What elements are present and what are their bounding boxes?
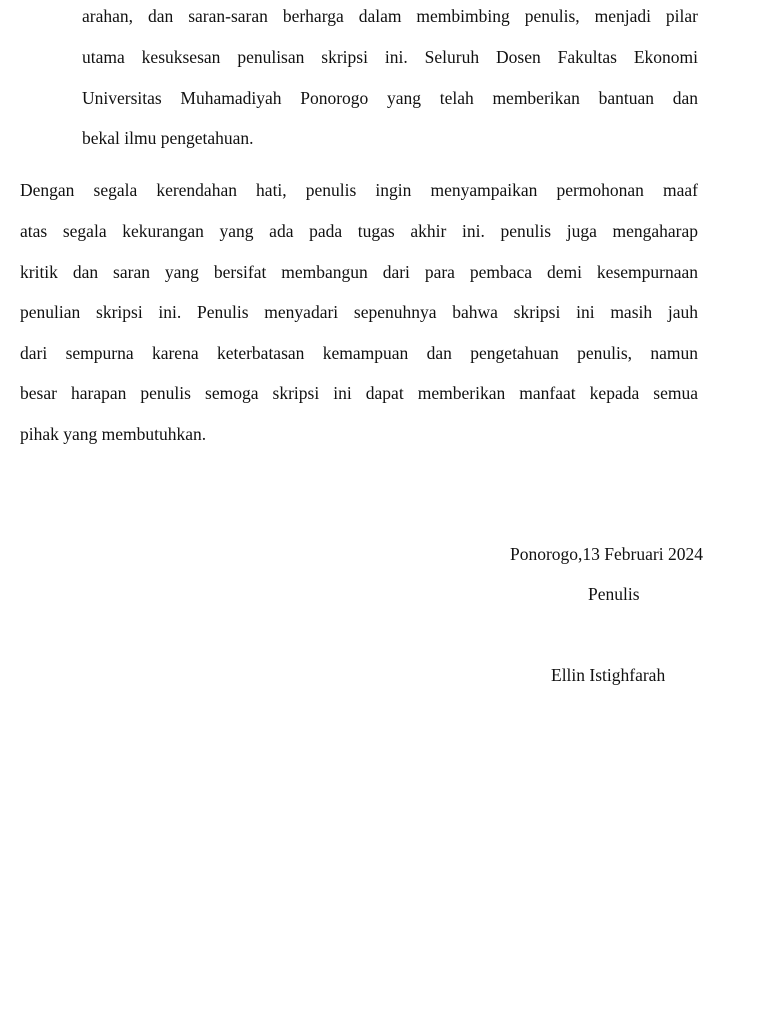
closing-paragraph-line-3: kritik dan saran yang bersifat membangun dari para pembaca demi kesempurnaan xyxy=(20,262,698,282)
signature-role: Penulis xyxy=(588,584,640,604)
closing-paragraph-line-7: pihak yang membutuhkan. xyxy=(20,424,207,444)
indented-paragraph-line-2: utama kesuksesan penulisan skripsi ini. Seluruh Dosen Fakultas Ekonomi xyxy=(82,47,698,67)
indented-paragraph-line-4: bekal ilmu pengetahuan. xyxy=(82,128,254,148)
indented-paragraph-line-3: Universitas Muhamadiyah Ponorogo yang telah memberikan bantuan dan xyxy=(82,88,698,108)
signature-place-date: Ponorogo,13 Februari 2024 xyxy=(510,544,703,564)
closing-paragraph-line-6: besar harapan penulis semoga skripsi ini dapat memberikan manfaat kepada semua xyxy=(20,383,698,403)
signature-name: Ellin Istighfarah xyxy=(551,665,666,685)
closing-paragraph-line-2: atas segala kekurangan yang ada pada tugas akhir ini. penulis juga mengaharap xyxy=(20,221,698,241)
indented-paragraph-line-1: arahan, dan saran-saran berharga dalam membimbing penulis, menjadi pilar xyxy=(82,6,698,26)
closing-paragraph-line-1: Dengan segala kerendahan hati, penulis ingin menyampaikan permohonan maaf xyxy=(20,180,698,200)
closing-paragraph-line-4: penulian skripsi ini. Penulis menyadari sepenuhnya bahwa skripsi ini masih jauh xyxy=(20,302,698,322)
closing-paragraph-line-5: dari sempurna karena keterbatasan kemampuan dan pengetahuan penulis, namun xyxy=(20,343,698,363)
